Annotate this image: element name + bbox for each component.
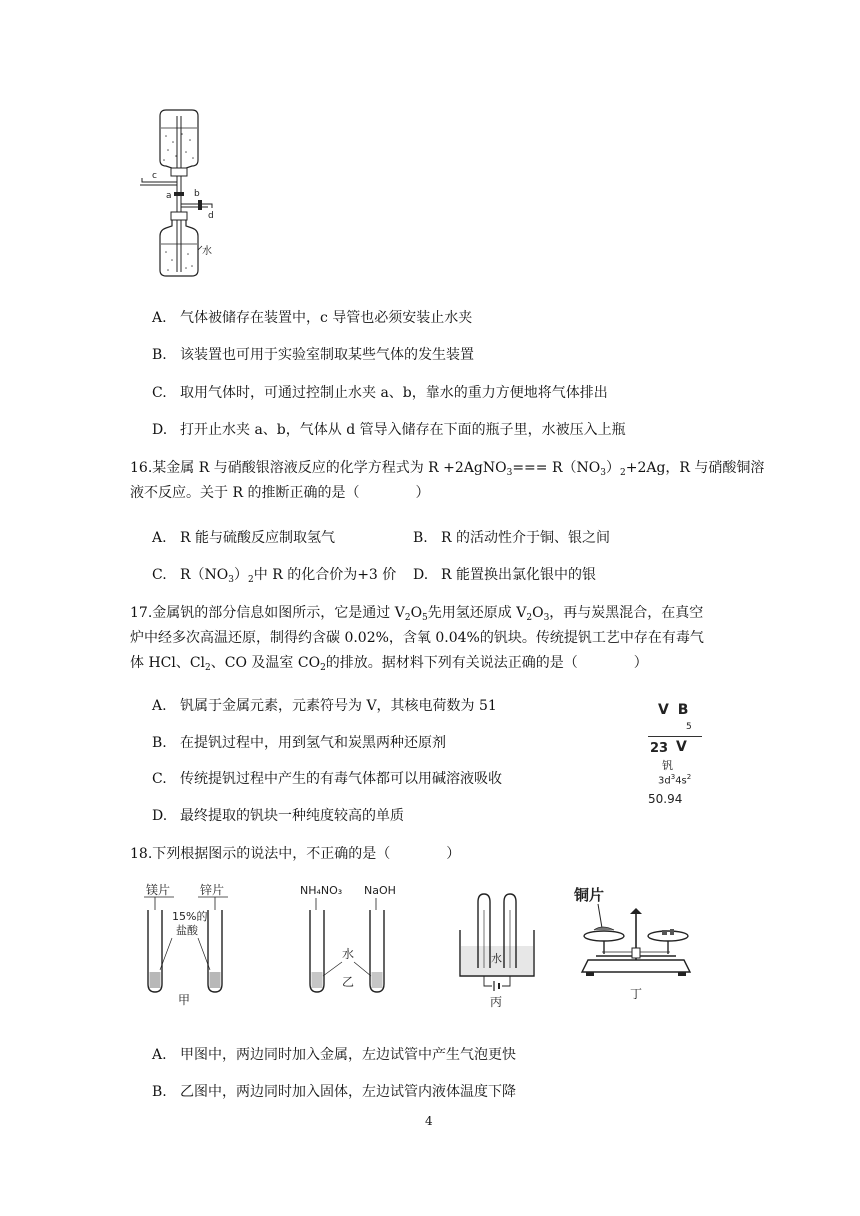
- option-text: 乙图中，两边同时加入固体，左边试管内液体温度下降: [180, 1084, 516, 1100]
- text: ）: [234, 567, 249, 583]
- option-letter: D.: [152, 422, 168, 438]
- q15-option-b: [152, 344, 474, 364]
- caption-yi: 乙: [342, 975, 355, 989]
- gas-storage-apparatus-figure: [138, 108, 228, 278]
- q17-stem-line3: [130, 650, 648, 676]
- q16-option-a: [152, 527, 335, 547]
- option-letter: A.: [152, 530, 167, 546]
- option-letter: C.: [152, 385, 167, 401]
- option-text: 钒属于金属元素，元素符号为 V，其核电荷数为 51: [180, 698, 497, 714]
- figure-jia-test-tubes: [134, 880, 244, 1010]
- option-letter: B.: [152, 347, 167, 363]
- text: 液不反应。关于 R 的推断正确的是（ ）: [130, 485, 430, 501]
- element-divider: [648, 736, 702, 737]
- text: 18.下列根据图示的说法中，不正确的是（ ）: [130, 846, 461, 862]
- q18-option-a: [152, 1044, 516, 1064]
- subscript: 2: [320, 663, 326, 673]
- label-acid: 盐酸: [176, 924, 198, 937]
- text: === R（NO: [512, 460, 601, 476]
- caption-bing: 丙: [490, 995, 503, 1009]
- q17-stem-line2: [130, 625, 704, 651]
- q15-option-c: [152, 382, 608, 402]
- q16-option-b: [413, 527, 610, 547]
- superscript: 2: [686, 773, 692, 781]
- option-letter: C.: [152, 567, 167, 583]
- text: 体 HCl、Cl: [130, 655, 206, 671]
- option-letter: B.: [152, 735, 167, 751]
- text: +2Ag，R 与硝酸铜溶: [625, 460, 765, 476]
- text: 、CO 及温室 CO: [210, 655, 321, 671]
- label-copper-strip: 铜片: [574, 886, 605, 904]
- text: 先用氢还原成 V: [427, 605, 527, 621]
- superscript: 3: [670, 773, 676, 781]
- caption-jia: 甲: [178, 993, 191, 1007]
- q16-stem-line1: [130, 455, 764, 481]
- q17-option-d: [152, 805, 404, 825]
- element-name: 钒: [662, 759, 673, 772]
- text: 中 R 的化合价为+3 价: [253, 567, 397, 583]
- q16-option-d: [413, 564, 596, 584]
- subscript: 2: [404, 613, 411, 623]
- option-letter: D.: [152, 808, 168, 824]
- option-letter: D.: [413, 567, 429, 583]
- text: ）: [605, 460, 620, 476]
- option-text: 气体被储存在装置中，c 导管也必须安装止水夹: [180, 310, 473, 326]
- option-letter: A.: [152, 310, 167, 326]
- label-water: 水: [491, 952, 502, 965]
- subscript: 3: [543, 613, 550, 623]
- text: 的排放。据材料下列有关说法正确的是（ ）: [325, 655, 648, 671]
- q16-stem-line2: [130, 480, 429, 506]
- option-text: 甲图中，两边同时加入金属，左边试管中产生气泡更快: [180, 1047, 516, 1063]
- q17-option-a: [152, 695, 497, 715]
- text: O: [410, 605, 423, 621]
- subscript: 3: [506, 468, 513, 478]
- option-letter: B.: [152, 1084, 167, 1100]
- label-zn-strip: 锌片: [200, 883, 225, 897]
- q17-option-b: [152, 732, 446, 752]
- text: 17.金属钒的部分信息如图所示，它是通过 V: [130, 605, 405, 621]
- q18-stem: [130, 841, 460, 867]
- q16-option-c: [152, 564, 396, 584]
- text: 16.某金属 R 与硝酸银溶液反应的化学方程式为 R +2AgNO: [130, 460, 507, 476]
- q15-option-d: [152, 419, 626, 439]
- page-number: 4: [425, 1114, 433, 1128]
- option-letter: B.: [413, 530, 428, 546]
- option-text: R 能置换出氯化银中的银: [441, 567, 596, 583]
- subscript: 2: [619, 468, 626, 478]
- subscript: 2: [205, 663, 211, 673]
- option-text: 在提钒过程中，用到氢气和炭黑两种还原剂: [180, 735, 446, 751]
- figure-bing-electrolysis: [452, 880, 542, 1010]
- element-group: V B: [658, 702, 691, 718]
- text: R（NO: [180, 567, 229, 583]
- text: O: [532, 605, 544, 621]
- option-text: 打开止水夹 a、b，气体从 d 管导入储存在下面的瓶子里，水被压入上瓶: [180, 422, 626, 438]
- label-water: 水: [342, 947, 355, 961]
- subscript: 5: [422, 613, 428, 623]
- label-a: a: [166, 191, 172, 201]
- element-number: 23: [650, 741, 669, 756]
- element-mass: 50.94: [648, 792, 683, 806]
- label-nh4no3: NH₄NO₃: [300, 884, 343, 897]
- figure-yi-test-tubes: [298, 880, 408, 1010]
- option-text: R 的活动性介于铜、银之间: [441, 530, 610, 546]
- option-text: 该装置也可用于实验室制取某些气体的发生装置: [180, 347, 474, 363]
- label-d: d: [208, 211, 214, 221]
- text: 炉中经多次高温还原，制得约含碳 0.02%，含氧 0.04%的钒块。传统提钒工艺中存在有毒气: [130, 630, 704, 646]
- label-mg-strip: 镁片: [146, 883, 171, 897]
- subscript: 2: [526, 613, 533, 623]
- element-symbol: V: [676, 739, 687, 755]
- text: 4s: [675, 775, 687, 787]
- option-letter: A.: [152, 1047, 167, 1063]
- label-b: b: [194, 189, 200, 199]
- option-letter: C.: [152, 771, 167, 787]
- caption-ding: 丁: [630, 987, 643, 1001]
- label-water: 水: [202, 246, 212, 257]
- element-period: 5: [686, 722, 692, 732]
- subscript: 3: [600, 468, 606, 478]
- subscript: 3: [228, 575, 235, 585]
- q17-option-c: [152, 768, 502, 788]
- subscript: 2: [248, 575, 254, 585]
- text: ，再与炭黑混合，在真空: [549, 605, 704, 621]
- text: 3d: [658, 775, 671, 787]
- q18-option-b: [152, 1081, 516, 1101]
- option-text: 传统提钒过程中产生的有毒气体都可以用碱溶液吸收: [180, 771, 502, 787]
- option-text: 取用气体时，可通过控制止水夹 a、b，靠水的重力方便地将气体排出: [180, 385, 608, 401]
- q15-option-a: [152, 307, 472, 327]
- label-acid-concentration: 15%的: [172, 910, 208, 923]
- label-naoh: NaOH: [364, 884, 396, 897]
- element-config: [658, 773, 691, 786]
- label-c: c: [152, 171, 157, 181]
- q17-stem-line1: [130, 600, 703, 626]
- option-text: R 能与硫酸反应制取氢气: [180, 530, 335, 546]
- option-letter: A.: [152, 698, 167, 714]
- option-text: 最终提取的钒块一种纯度较高的单质: [180, 808, 404, 824]
- figure-ding-balance: [572, 880, 702, 1010]
